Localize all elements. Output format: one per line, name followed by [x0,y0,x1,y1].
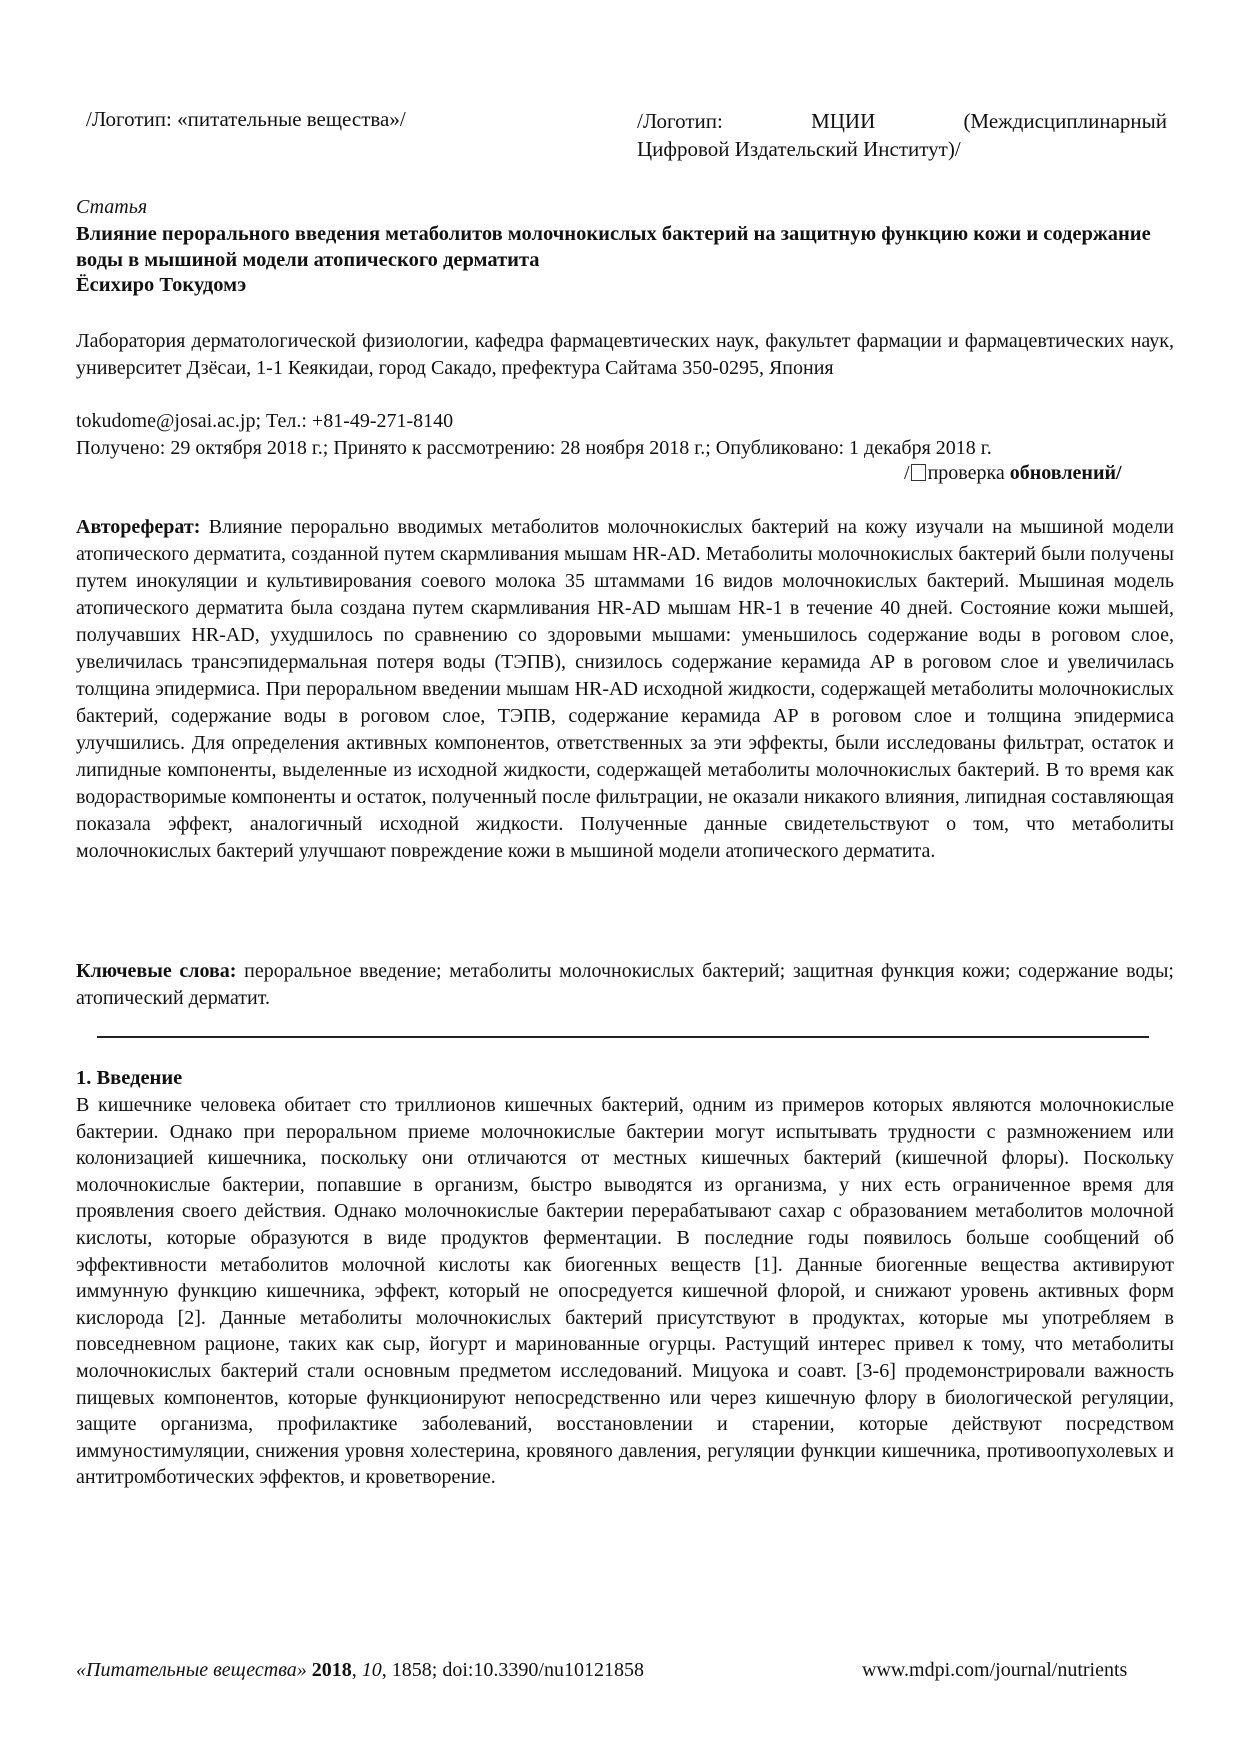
check-for-updates[interactable] [904,460,1122,487]
update-prefix: / [904,462,910,484]
footer-volume: 10 [361,1659,382,1681]
right-logo-caption [637,107,1167,163]
left-logo-caption: /Логотип: «питательные вещества»/ [86,107,406,131]
footer-citation: «Питательные вещества» 2018, 10, 1858; doi:10.3390/nu10121858 [76,1659,644,1681]
article-type: Статья [76,196,148,218]
right-logo-word: МЦИИ [811,109,876,133]
right-logo-word: /Логотип: [637,109,723,133]
introduction-text: В кишечнике человека обитает сто триллионов кишечных бактерий, одним из примеров которых являются молочнокислые бактерии. Однако при пероральном приеме молочнокислые бактерии могут испытывать трудности с размножением или колонизацией кишечника, поскольку они отличаются от местных кишечных бактерий (кишечной флоры). Поскольку молочнокислые бактерии, попавшие в организм, быстро выводятся из организма, у них есть ограниченное время для проявления своего действия. Однако молочнокислые бактерии перерабатывают сахар с образованием метаболитов молочной кислоты, которые образуются в виде продуктов ферментации. В последние годы появилось больше сообщений об эффективности метаболитов молочной кислоты как биогенных веществ [1]. Данные биогенные вещества активируют иммунную функцию кишечника, эффект, который не опосредуется кишечной флорой, и снижают уровень активных форм кислорода [2]. Данные метаболиты молочнокислых бактерий присутствуют в продуктах, которые мы употребляем в повседневном рационе, таких как сыр, йогурт и маринованные огурцы. Растущий интерес привел к тому, что метаболиты молочнокислых бактерий стали основным предметом исследований. Мицуока и соавт. [3-6] продемонстрировали важность пищевых компонентов, которые функционируют непосредственно или через кишечную флору в биологической регуляции, защите организма, профилактике заболеваний, восстановлении и старении, которые действуют посредством иммуностимуляции, снижения уровня холестерина, кровяного давления, регуляции функции кишечника, противоопухолевых и антитромботических эффектов, и кроветворение. [76,1094,1174,1489]
update-text-bold: обновлений/ [1009,462,1122,484]
update-text: проверка [927,462,1010,484]
abstract-text: Влияние перорально вводимых метаболитов молочнокислых бактерий на кожу изучали на мышиной модели атопического дерматита, созданной путем скармливания мышам HR-AD. Метаболиты молочнокислых бактерий были получены путем инокуляции и культивирования соевого молока 35 штаммами 16 видов молочнокислых бактерий. Мышиная модель атопического дерматита была создана путем скармливания HR-AD мышам HR-1 в течение 40 дней. Состояние кожи мышей, получавших HR-AD, ухудшилось по сравнению со здоровыми мышами: уменьшилось содержание воды в роговом слое, увеличилась трансэпидермальная потеря воды (ТЭПВ), снизилось содержание керамида AP в роговом слое и увеличилась толщина эпидермиса. При пероральном введении мышам HR-AD исходной жидкости, содержащей метаболиты молочнокислых бактерий, содержание воды в роговом слое, ТЭПВ, содержание керамида AP в роговом слое и толщина эпидермиса улучшились. Для определения активных компонентов, ответственных за эти эффекты, были исследованы фильтрат, остаток и липидные компоненты, выделенные из исходной жидкости, содержащей метаболиты молочнокислых бактерий. В то время как водорастворимые компоненты и остаток, полученный после фильтрации, не оказали никакого влияния, липидная составляющая показала эффект, аналогичный исходной жидкости. Полученные данные свидетельствуют о том, что метаболиты молочнокислых бактерий улучшают повреждение кожи в мышиной модели атопического дерматита. [76,516,1174,862]
publication-dates: Получено: 29 октября 2018 г.; Принято к рассмотрению: 28 ноября 2018 г.; Опубликовано: 1 декабря 2018 г. [76,437,992,459]
footer-journal: «Питательные вещества» [76,1659,307,1681]
affiliation: Лаборатория дерматологической физиологии, кафедра фармацевтических наук, факультет фармации и фармацевтических наук, университет Дзёсаи, 1-1 Кеякидаи, город Сакадо, префектура Сайтама 350-0295, Япония [76,330,1174,379]
footer-url[interactable]: www.mdpi.com/journal/nutrients [862,1659,1128,1681]
footer-year: 2018 [311,1659,352,1681]
keywords-label: Ключевые слова: [76,960,237,982]
keywords [76,958,1174,1011]
keywords-text: пероральное введение; метаболиты молочнокислых бактерий; защитная функция кожи; содержание воды; атопический дерматит. [76,960,1174,1009]
section-divider [97,1036,1149,1038]
section-heading-introduction: 1. Введение [76,1067,183,1089]
article-author: Ёсихиро Токудомэ [76,274,247,296]
contact-info: tokudome@josai.ac.jp; Тел.: +81-49-271-8140 [76,410,454,432]
article-title: Влияние перорального введения метаболитов молочнокислых бактерий на защитную функцию кожи и содержание воды в мышиной модели атопического дерматита [76,223,1151,271]
right-logo-line1 [637,107,1167,135]
abstract-label: Автореферат: [76,516,201,538]
abstract [76,514,1174,865]
right-logo-line2: Цифровой Издательский Институт)/ [637,137,961,161]
footer-doi: , 1858; doi:10.3390/nu10121858 [381,1659,644,1681]
right-logo-word: (Междисциплинарный [963,109,1167,133]
checkbox-icon [911,464,926,481]
